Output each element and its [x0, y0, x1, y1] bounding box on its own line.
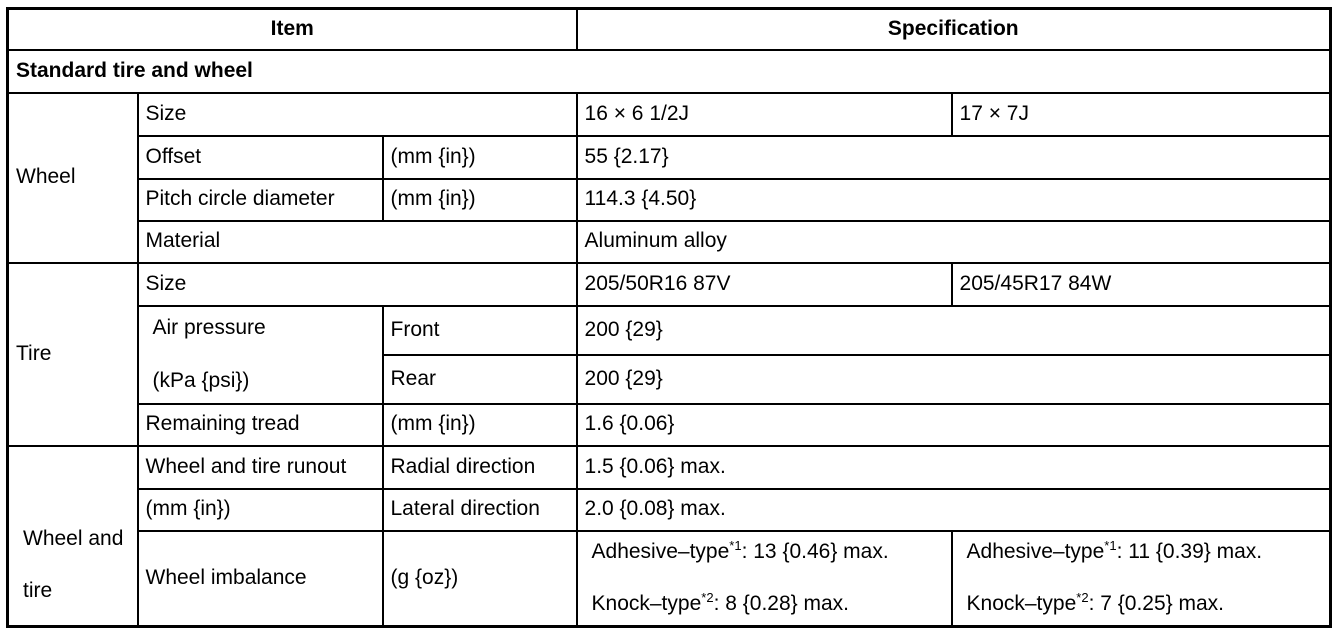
runout-radial-row: [8, 446, 1331, 489]
wheel-size-17: 17 × 7J: [952, 93, 1331, 136]
tread-value: 1.6 {0.06}: [577, 404, 1331, 446]
wheel-tire-group-line1: Wheel and: [23, 526, 124, 550]
imbalance-17-cell: [952, 531, 1331, 627]
wheel-size-16: 16 × 6 1/2J: [577, 93, 952, 136]
imbalance-label: Wheel imbalance: [138, 531, 383, 627]
offset-unit: (mm {in}): [383, 136, 577, 179]
specification-header: Specification: [577, 9, 1331, 50]
tread-label: Remaining tread: [138, 404, 383, 446]
tread-unit: (mm {in}): [383, 404, 577, 446]
front-value: 200 {29}: [577, 306, 1331, 355]
item-header: Item: [8, 9, 577, 50]
tread-row: [8, 404, 1331, 446]
spec-table: [6, 7, 1332, 628]
front-label: Front: [383, 306, 577, 355]
radial-value: 1.5 {0.06} max.: [577, 446, 1331, 489]
lateral-value: 2.0 {0.08} max.: [577, 489, 1331, 531]
air-pressure-label-cell: [138, 306, 383, 404]
imbalance-16-cell: [577, 531, 952, 627]
wheel-tire-group-line2: tire: [23, 578, 53, 602]
wheel-material-row: [8, 221, 1331, 263]
pcd-label: Pitch circle diameter: [138, 179, 383, 221]
wheel-group-label: Wheel: [8, 93, 138, 263]
header-row: [8, 9, 1331, 50]
tire-size-17: 205/45R17 84W: [952, 263, 1331, 306]
imbalance-row: [8, 531, 1331, 627]
material-label: Material: [138, 221, 577, 263]
section-row: [8, 50, 1331, 93]
offset-label: Offset: [138, 136, 383, 179]
air-pressure-unit: (kPa {psi}): [152, 368, 250, 392]
tire-size-16: 205/50R16 87V: [577, 263, 952, 306]
wheel-tire-group-cell: [8, 446, 138, 627]
section-title: Standard tire and wheel: [8, 50, 1331, 93]
radial-label: Radial direction: [383, 446, 577, 489]
air-front-row: [8, 306, 1331, 355]
runout-unit: (mm {in}): [138, 489, 383, 531]
air-pressure-label: Air pressure: [152, 316, 266, 340]
pcd-unit: (mm {in}): [383, 179, 577, 221]
adhesive-16: Adhesive–type$^{*1}$: 13 {0.46} max.: [591, 538, 889, 564]
rear-value: 200 {29}: [577, 355, 1331, 404]
imbalance-unit: (g {oz}): [383, 531, 577, 627]
wheel-pcd-row: [8, 179, 1331, 221]
runout-label: Wheel and tire runout: [138, 446, 383, 489]
knock-17: Knock–type$^{*2}$: 7 {0.25} max.: [966, 590, 1224, 616]
tire-group-label: Tire: [8, 263, 138, 446]
material-value: Aluminum alloy: [577, 221, 1331, 263]
lateral-label: Lateral direction: [383, 489, 577, 531]
tire-size-row: [8, 263, 1331, 306]
adhesive-17: Adhesive–type$^{*1}$: 11 {0.39} max.: [966, 538, 1263, 564]
knock-16: Knock–type$^{*2}$: 8 {0.28} max.: [591, 590, 849, 616]
tire-size-label: Size: [138, 263, 577, 306]
wheel-size-row: [8, 93, 1331, 136]
rear-label: Rear: [383, 355, 577, 404]
offset-value: 55 {2.17}: [577, 136, 1331, 179]
wheel-size-label: Size: [138, 93, 577, 136]
wheel-offset-row: [8, 136, 1331, 179]
pcd-value: 114.3 {4.50}: [577, 179, 1331, 221]
runout-lateral-row: [8, 489, 1331, 531]
